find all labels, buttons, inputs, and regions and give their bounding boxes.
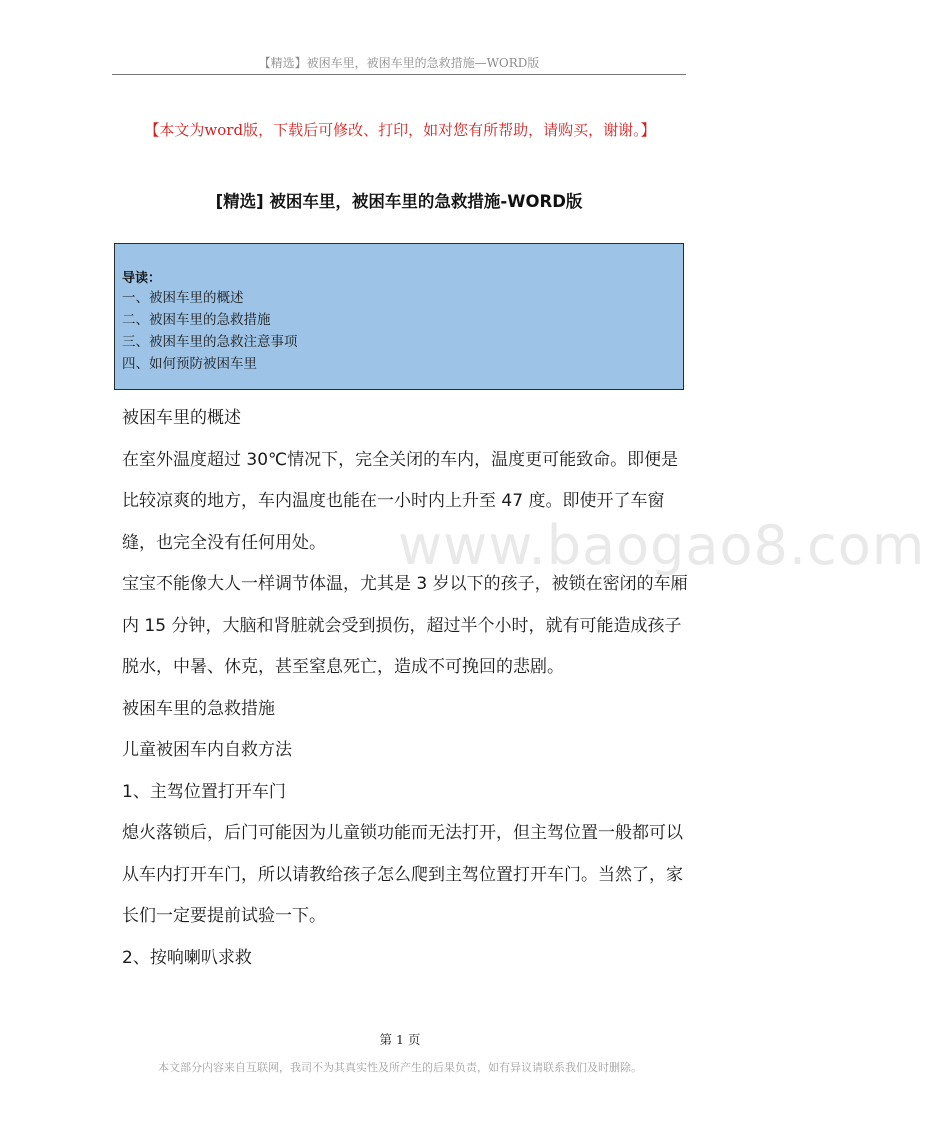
list-item-heading: 1、主驾位置打开车门 bbox=[122, 781, 286, 802]
list-item-heading: 2、按响喇叭求救 bbox=[122, 947, 252, 968]
guide-item: 四、如何预防被困车里 bbox=[122, 356, 257, 372]
footer-disclaimer: 本文部分内容来自互联网，我司不为其真实性及所产生的后果负责，如有异议请联系我们及时删除。 bbox=[158, 1061, 642, 1074]
download-notice: 【本文为word版，下载后可修改、打印，如对您有所帮助，请购买，谢谢。】 bbox=[144, 121, 656, 139]
page-number: 第 1 页 bbox=[379, 1032, 421, 1047]
body-text bbox=[122, 398, 688, 979]
body-paragraph: 在室外温度超过 30℃情况下，完全关闭的车内，温度更可能致命。即便是比较凉爽的地方，车内温度也能在一小时内上升至 47 度。即使开了车窗缝，也完全没有任何用处。 bbox=[122, 449, 679, 553]
header-divider bbox=[112, 74, 686, 75]
guide-box bbox=[114, 243, 684, 390]
guide-item: 三、被困车里的急救注意事项 bbox=[122, 334, 298, 350]
section-heading: 被困车里的概述 bbox=[122, 408, 241, 428]
running-header: 【精选】被困车里，被困车里的急救措施—WORD版 bbox=[258, 56, 540, 70]
guide-label: 导读： bbox=[122, 271, 162, 286]
body-paragraph: 宝宝不能像大人一样调节体温，尤其是 3 岁以下的孩子，被锁在密闭的车厢内 15 分钟，大脑和肾脏就会受到损伤，超过半个小时，就有可能造成孩子脱水，中暑、休克，甚至窒息死亡，造成不可挽回的悲剧。 bbox=[122, 574, 688, 677]
guide-item: 一、被困车里的概述 bbox=[122, 290, 244, 306]
subsection-heading: 儿童被困车内自救方法 bbox=[122, 740, 292, 760]
guide-item: 二、被困车里的急救措施 bbox=[122, 312, 271, 328]
body-paragraph: 熄火落锁后，后门可能因为儿童锁功能而无法打开，但主驾位置一般都可以从车内打开车门，所以请教给孩子怎么爬到主驾位置打开车门。当然了，家长们一定要提前试验一下。 bbox=[122, 823, 683, 926]
section-heading: 被困车里的急救措施 bbox=[122, 698, 275, 719]
document-title: [精选] 被困车里，被困车里的急救措施-WORD版 bbox=[215, 192, 583, 211]
watermark-text: www.baogao8.com bbox=[398, 514, 925, 577]
